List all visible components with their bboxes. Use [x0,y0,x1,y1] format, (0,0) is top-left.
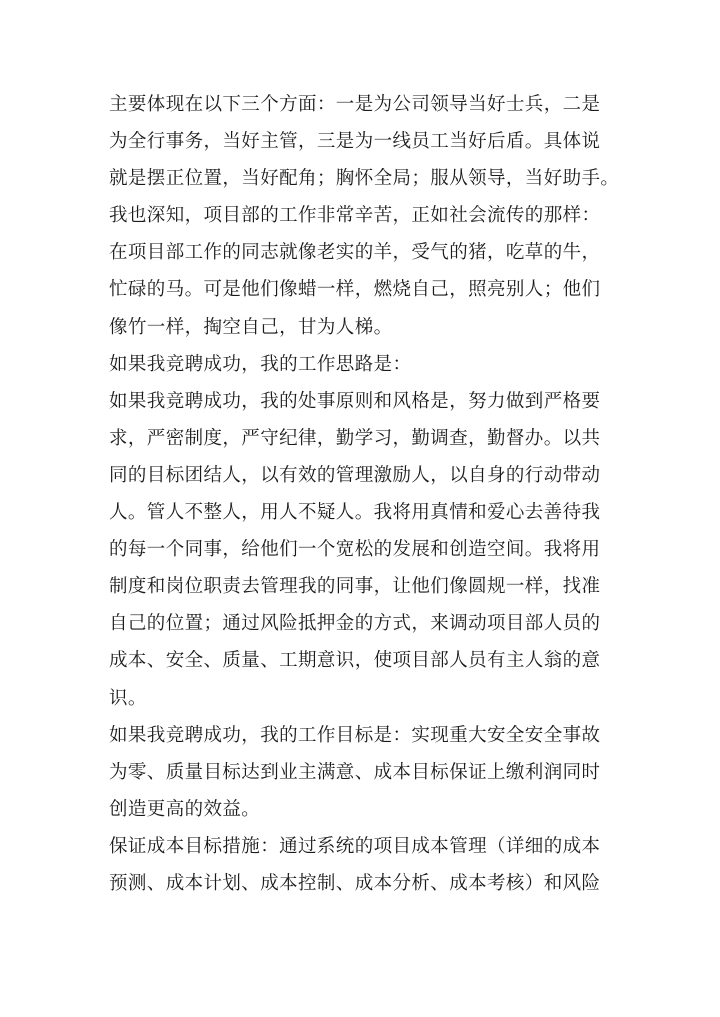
text-line: 为全行事务，当好主管，三是为一线员工当好后盾。具体说 [109,131,601,153]
text-line: 在项目部工作的同志就像老实的羊，受气的猪，吃草的牛， [109,242,601,264]
text-line: 的每一个同事，给他们一个宽松的发展和创造空间。我将用 [109,539,601,561]
text-line: 识。 [109,687,147,709]
text-line: 如果我竞聘成功，我的工作目标是：实现重大安全安全事故 [109,724,601,746]
text-line: 预测、成本计划、成本控制、成本分析、成本考核）和风险 [109,872,601,894]
text-line: 成本、安全、质量、工期意识，使项目部人员有主人翁的意 [109,650,601,672]
text-line: 人。管人不整人，用人不疑人。我将用真情和爱心去善待我 [109,502,601,524]
text-line: 为零、质量目标达到业主满意、成本目标保证上缴利润同时 [109,761,601,783]
text-line: 我也深知，项目部的工作非常辛苦，正如社会流传的那样： [109,205,601,227]
text-line: 就是摆正位置，当好配角；胸怀全局；服从领导，当好助手。 [109,168,620,190]
text-line: 主要体现在以下三个方面：一是为公司领导当好士兵，二是 [109,94,601,115]
text-line: 求，严密制度，严守纪律，勤学习，勤调查，勤督办。以共 [109,427,601,449]
text-line: 制度和岗位职责去管理我的同事，让他们像圆规一样，找准 [109,576,601,598]
text-line: 像竹一样，掏空自己，甘为人梯。 [109,316,393,338]
text-line: 如果我竞聘成功，我的处事原则和风格是，努力做到严格要 [109,390,601,412]
text-line: 如果我竞聘成功，我的工作思路是： [109,353,412,375]
text-line: 同的目标团结人，以有效的管理激励人，以自身的行动带动 [109,464,601,486]
text-line: 自己的位置；通过风险抵押金的方式，来调动项目部人员的 [109,613,601,635]
text-line: 保证成本目标措施：通过系统的项目成本管理（详细的成本 [109,835,601,857]
text-line: 忙碌的马。可是他们像蜡一样，燃烧自己，照亮别人；他们 [109,279,601,301]
text-line: 创造更高的效益。 [109,798,261,820]
document-body [109,86,620,902]
